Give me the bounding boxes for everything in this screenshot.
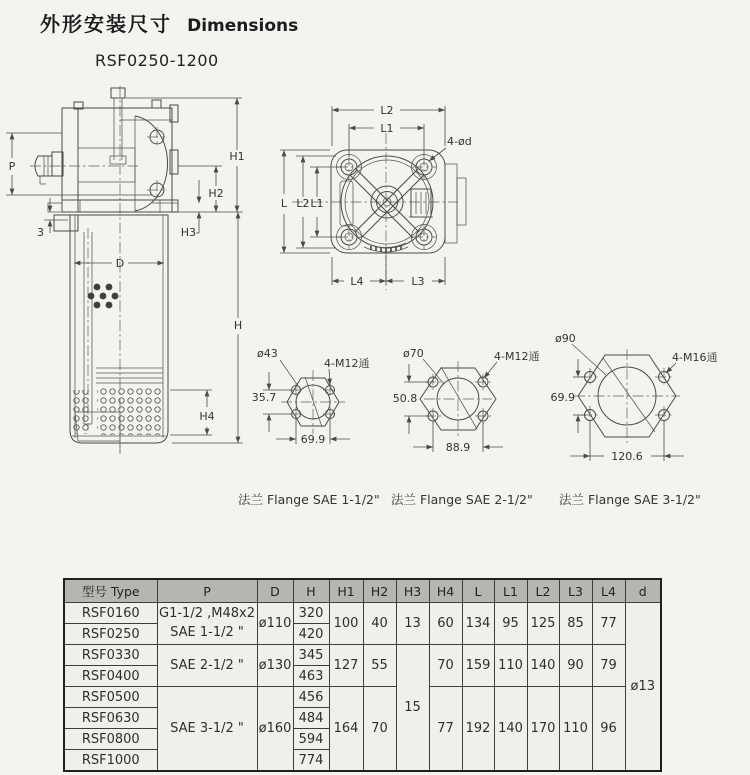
bore-label: ø43 [257, 347, 278, 360]
header-h2: H2 [363, 579, 396, 603]
d-cell: ø110 [257, 603, 293, 645]
table-row [64, 603, 661, 624]
flange-detail-sae-1-1-2 [252, 347, 370, 446]
header-l2: L2 [527, 579, 559, 603]
l4-cell: 77 [592, 603, 625, 645]
h-cell: 345 [293, 645, 329, 666]
l1-cell: 110 [494, 645, 527, 687]
h-cell: 594 [293, 729, 329, 750]
h-cell: 484 [293, 708, 329, 729]
bore-label: ø70 [403, 347, 424, 360]
model-cell: RSF1000 [64, 750, 157, 772]
model-cell: RSF0160 [64, 603, 157, 624]
header-l3: L3 [559, 579, 592, 603]
bolt-label: 4-M12通 [494, 350, 540, 363]
h4-cell: 60 [429, 603, 462, 645]
top-view-drawing [280, 104, 472, 290]
h1-cell: 127 [329, 645, 363, 687]
bore-label: ø90 [555, 332, 576, 345]
model-range: RSF0250-1200 [95, 51, 219, 70]
l-cell: 134 [462, 603, 494, 645]
h-cell: 463 [293, 666, 329, 687]
model-cell: RSF0630 [64, 708, 157, 729]
model-cell: RSF0400 [64, 666, 157, 687]
flange-caption-3: 法兰 Flange SAE 3-1/2" [559, 492, 701, 507]
bolt-spacing-v-label: 69.9 [550, 391, 575, 404]
dim-label-l2-top: L2 [380, 104, 394, 117]
flange-detail-sae-2-1-2 [393, 347, 540, 454]
header-l: L [462, 579, 494, 603]
l3-cell: 85 [559, 603, 592, 645]
dim-label-l1-left: L1 [310, 197, 324, 210]
dim-label-d: D [115, 257, 125, 270]
header-l4: L4 [592, 579, 625, 603]
l2-cell: 125 [527, 603, 559, 645]
h-cell: 456 [293, 687, 329, 708]
h3-cell: 15 [396, 645, 429, 772]
flange-caption-1: 法兰 Flange SAE 1-1/2" [238, 492, 380, 507]
l-cell: 192 [462, 687, 494, 772]
bolt-hole-callout: 4-ød [447, 135, 472, 148]
bolt-label: 4-M16通 [672, 351, 718, 364]
port-cell: SAE 3-1/2 " [157, 687, 257, 772]
header-h1: H1 [329, 579, 363, 603]
l4-cell: 96 [592, 687, 625, 772]
model-cell: RSF0250 [64, 624, 157, 645]
model-cell: RSF0800 [64, 729, 157, 750]
dim-label-h2: H2 [208, 187, 224, 200]
l3-cell: 90 [559, 645, 592, 687]
bolt-spacing-h-label: 120.6 [611, 450, 643, 463]
header-l1: L1 [494, 579, 527, 603]
h2-cell: 40 [363, 603, 396, 645]
header-h4: H4 [429, 579, 462, 603]
h3-cell: 13 [396, 603, 429, 645]
h1-cell: 100 [329, 603, 363, 645]
d-hole-cell: ø13 [625, 603, 661, 772]
page-title-en: Dimensions [187, 16, 299, 36]
side-view-drawing [6, 86, 245, 457]
h2-cell: 55 [363, 645, 396, 687]
dim-label-l-left: L [280, 197, 288, 210]
table-row [64, 687, 661, 708]
l4-cell: 79 [592, 645, 625, 687]
h2-cell: 70 [363, 687, 396, 772]
dim-label-l1-top: L1 [380, 122, 394, 135]
bolt-label: 4-M12通 [324, 357, 370, 370]
table-header-row [64, 579, 661, 603]
d-cell: ø160 [257, 687, 293, 772]
port-thread: G1-1/2 ,M48x2 [159, 605, 255, 621]
l2-cell: 140 [527, 645, 559, 687]
h-cell: 420 [293, 624, 329, 645]
l2-cell: 170 [527, 687, 559, 772]
h4-cell: 70 [429, 645, 462, 687]
l-cell: 159 [462, 645, 494, 687]
page-title-zh: 外形安装尺寸 [40, 12, 172, 36]
flange-caption-2: 法兰 Flange SAE 2-1/2" [391, 492, 533, 507]
port-cell [157, 603, 257, 645]
h-cell: 774 [293, 750, 329, 772]
dim-label-h1: H1 [229, 150, 245, 163]
dim-label-h: H [233, 319, 243, 332]
dim-label-l4: L4 [350, 275, 364, 288]
l1-cell: 95 [494, 603, 527, 645]
flange-detail-sae-3-1-2 [551, 332, 718, 463]
model-cell: RSF0500 [64, 687, 157, 708]
d-cell: ø130 [257, 645, 293, 687]
dim-label-3: 3 [37, 226, 44, 239]
l1-cell: 140 [494, 687, 527, 772]
table-row [64, 645, 661, 666]
bolt-spacing-h-label: 88.9 [445, 441, 471, 454]
model-cell: RSF0330 [64, 645, 157, 666]
port-sae: SAE 1-1/2 " [170, 624, 244, 640]
bolt-spacing-h-label: 69.9 [300, 433, 326, 446]
dimension-table [63, 578, 662, 772]
header-type: 型号 Type [64, 579, 157, 603]
h4-cell: 77 [429, 687, 462, 772]
dim-label-l3: L3 [411, 275, 425, 288]
bolt-spacing-v-label: 35.7 [251, 391, 277, 404]
header-d: D [257, 579, 293, 603]
bolt-spacing-v-label: 50.8 [392, 392, 418, 405]
h-cell: 320 [293, 603, 329, 624]
dim-label-p: P [8, 160, 16, 173]
dim-label-l2-left: L2 [296, 197, 310, 210]
header-h3: H3 [396, 579, 429, 603]
header-h: H [293, 579, 329, 603]
h1-cell: 164 [329, 687, 363, 772]
port-cell: SAE 2-1/2 " [157, 645, 257, 687]
page-title [40, 8, 298, 37]
dim-label-h3: H3 [180, 226, 196, 239]
l3-cell: 110 [559, 687, 592, 772]
header-d-hole: d [625, 579, 661, 603]
dim-label-h4: H4 [199, 410, 215, 423]
header-p: P [157, 579, 257, 603]
